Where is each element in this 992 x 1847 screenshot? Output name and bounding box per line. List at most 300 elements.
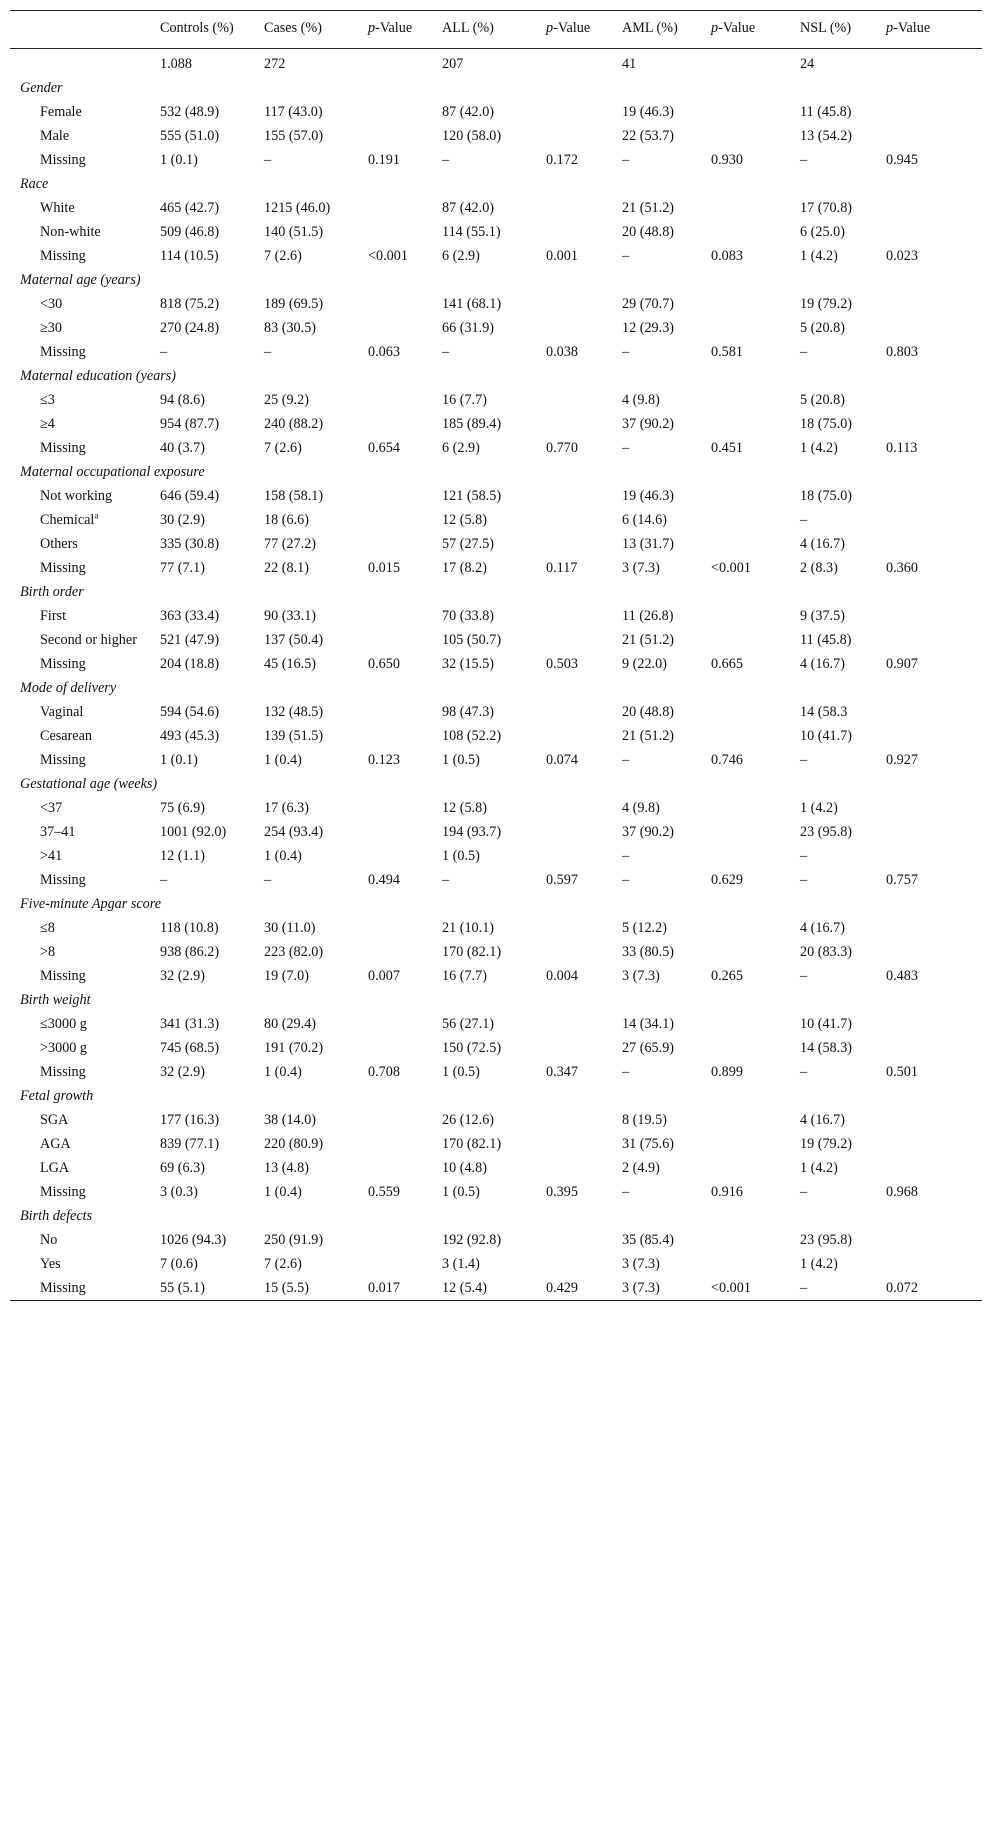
column-header: Controls (%): [160, 20, 234, 36]
table-cell: –: [622, 1064, 630, 1080]
section-title: Birth order: [20, 584, 84, 600]
table-cell: –: [622, 344, 630, 360]
table-row: [10, 436, 982, 460]
count-cell: [705, 49, 794, 77]
header-row: [10, 11, 982, 49]
column-header: p-Value: [886, 20, 931, 36]
table-cell: [880, 412, 982, 436]
table-row: [10, 388, 982, 412]
table-row: [10, 532, 982, 556]
table-cell: 21 (10.1): [442, 920, 495, 936]
table-cell: [880, 628, 982, 652]
table-cell: <0.001: [368, 248, 408, 264]
table-cell: [705, 100, 794, 124]
table-cell: [362, 412, 436, 436]
table-cell: [705, 388, 794, 412]
table-cell: 4 (9.8): [622, 392, 660, 408]
table-cell: 839 (77.1): [160, 1136, 220, 1152]
table-cell: –: [622, 440, 630, 456]
table-cell: 1 (0.1): [160, 152, 198, 168]
table-cell: 11 (26.8): [622, 608, 674, 624]
table-cell: 270 (24.8): [160, 320, 220, 336]
table-cell: 23 (95.8): [800, 1232, 853, 1248]
table-cell: [362, 220, 436, 244]
table-cell: 7 (2.6): [264, 1256, 302, 1272]
table-cell: [362, 796, 436, 820]
table-cell: 594 (54.6): [160, 704, 220, 720]
table-cell: 118 (10.8): [160, 920, 219, 936]
count-cell: 207: [442, 56, 464, 72]
table-cell: 6 (14.6): [622, 512, 667, 528]
table-cell: [362, 388, 436, 412]
table-cell: 10 (41.7): [800, 728, 853, 744]
table-row: [10, 1060, 982, 1084]
table-cell: [880, 1252, 982, 1276]
table-cell: 0.347: [546, 1064, 578, 1080]
table-cell: 77 (27.2): [264, 536, 317, 552]
table-cell: 194 (93.7): [442, 824, 502, 840]
table-cell: 70 (33.8): [442, 608, 495, 624]
table-cell: 114 (55.1): [442, 224, 501, 240]
table-cell: 17 (6.3): [264, 800, 309, 816]
table-cell: 3 (7.3): [622, 560, 660, 576]
row-label: Male: [40, 128, 70, 144]
table-cell: [880, 844, 982, 868]
table-row: [10, 628, 982, 652]
table-cell: [880, 940, 982, 964]
table-cell: 14 (34.1): [622, 1016, 675, 1032]
table-cell: 132 (48.5): [264, 704, 324, 720]
table-cell: 16 (7.7): [442, 968, 487, 984]
table-cell: –: [264, 872, 272, 888]
table-cell: 521 (47.9): [160, 632, 220, 648]
table-cell: 2 (4.9): [622, 1160, 660, 1176]
table-cell: [705, 196, 794, 220]
section-title: Race: [20, 176, 49, 192]
table-cell: [362, 604, 436, 628]
table-cell: 56 (27.1): [442, 1016, 495, 1032]
table-cell: 35 (85.4): [622, 1232, 675, 1248]
table-cell: [362, 1012, 436, 1036]
table-cell: –: [160, 344, 168, 360]
table-cell: 32 (2.9): [160, 1064, 205, 1080]
table-cell: 0.360: [886, 560, 918, 576]
table-cell: 94 (8.6): [160, 392, 205, 408]
table-row: [10, 796, 982, 820]
table-cell: 83 (30.5): [264, 320, 317, 336]
section-title: Birth defects: [20, 1208, 93, 1224]
table-cell: [705, 820, 794, 844]
table-cell: [540, 700, 616, 724]
table-cell: 1 (0.5): [442, 1064, 480, 1080]
table-cell: 0.083: [711, 248, 743, 264]
table-cell: –: [622, 872, 630, 888]
table-cell: –: [800, 1184, 808, 1200]
table-cell: [540, 1012, 616, 1036]
table-cell: [362, 100, 436, 124]
table-cell: 11 (45.8): [800, 104, 852, 120]
table-cell: [705, 220, 794, 244]
row-label: Missing: [40, 344, 86, 360]
table-cell: 55 (5.1): [160, 1280, 205, 1296]
table-cell: [540, 1252, 616, 1276]
table-cell: 30 (2.9): [160, 512, 205, 528]
table-cell: 0.004: [546, 968, 578, 984]
table-cell: 0.581: [711, 344, 743, 360]
table-cell: 25 (9.2): [264, 392, 309, 408]
table-row: [10, 724, 982, 748]
table-cell: 19 (7.0): [264, 968, 309, 984]
table-cell: [705, 628, 794, 652]
table-cell: 117 (43.0): [264, 104, 323, 120]
table-cell: 0.429: [546, 1280, 578, 1296]
table-row: [10, 1012, 982, 1036]
count-cell: 24: [800, 56, 815, 72]
table-cell: [705, 1252, 794, 1276]
table-cell: [880, 700, 982, 724]
table-cell: [362, 1252, 436, 1276]
table-cell: 341 (31.3): [160, 1016, 220, 1032]
table-cell: 3 (0.3): [160, 1184, 198, 1200]
table-cell: [362, 292, 436, 316]
table-cell: 1 (0.4): [264, 752, 302, 768]
table-cell: 254 (93.4): [264, 824, 324, 840]
table-cell: 0.757: [886, 872, 918, 888]
table-cell: [540, 412, 616, 436]
table-cell: 69 (6.3): [160, 1160, 205, 1176]
table-cell: [705, 292, 794, 316]
table-cell: 3 (1.4): [442, 1256, 480, 1272]
table-cell: –: [442, 344, 450, 360]
table-cell: [705, 700, 794, 724]
table-cell: [362, 1108, 436, 1132]
table-cell: 0.501: [886, 1064, 918, 1080]
table-row: [10, 1156, 982, 1180]
table-cell: 20 (48.8): [622, 704, 675, 720]
table-cell: [880, 796, 982, 820]
table-cell: 1 (0.5): [442, 752, 480, 768]
table-cell: 12 (5.8): [442, 512, 487, 528]
table-cell: [880, 1036, 982, 1060]
table-cell: 29 (70.7): [622, 296, 675, 312]
table-cell: [362, 508, 436, 532]
table-cell: [705, 1228, 794, 1252]
table-row: [10, 148, 982, 172]
table-cell: 37 (90.2): [622, 824, 675, 840]
table-cell: 1 (0.5): [442, 1184, 480, 1200]
table-cell: –: [800, 1280, 808, 1296]
table-cell: [880, 1132, 982, 1156]
row-label: ≤8: [40, 920, 55, 936]
table-cell: 938 (86.2): [160, 944, 220, 960]
table-cell: [540, 1156, 616, 1180]
table-cell: 66 (31.9): [442, 320, 495, 336]
table-row: [10, 652, 982, 676]
table-row: [10, 916, 982, 940]
table-cell: 0.597: [546, 872, 578, 888]
row-label: Missing: [40, 152, 86, 168]
section-title: Fetal growth: [20, 1088, 94, 1104]
table-row: [10, 292, 982, 316]
table-cell: 0.072: [886, 1280, 918, 1296]
table-cell: [362, 724, 436, 748]
count-cell: [880, 49, 982, 77]
footnote-marker: a: [94, 510, 99, 521]
table-cell: –: [622, 1184, 630, 1200]
table-cell: 141 (68.1): [442, 296, 502, 312]
table-cell: 0.770: [546, 440, 578, 456]
table-cell: [540, 532, 616, 556]
table-cell: –: [800, 512, 808, 528]
table-cell: 170 (82.1): [442, 1136, 502, 1152]
table-cell: 1 (0.4): [264, 1184, 302, 1200]
table-cell: 9 (37.5): [800, 608, 845, 624]
table-cell: 21 (51.2): [622, 200, 675, 216]
row-label: Not working: [40, 488, 113, 504]
table-cell: 90 (33.1): [264, 608, 317, 624]
row-label: SGA: [40, 1112, 69, 1128]
table-cell: 14 (58.3: [800, 704, 848, 720]
table-cell: –: [264, 152, 272, 168]
row-label: Missing: [40, 872, 86, 888]
table-row: [10, 244, 982, 268]
table-cell: [880, 724, 982, 748]
table-cell: 45 (16.5): [264, 656, 317, 672]
row-label: Cesarean: [40, 728, 92, 744]
table-cell: [540, 100, 616, 124]
table-cell: 75 (6.9): [160, 800, 205, 816]
table-cell: 4 (16.7): [800, 1112, 845, 1128]
table-cell: [540, 388, 616, 412]
table-cell: [705, 916, 794, 940]
table-cell: –: [160, 872, 168, 888]
table-cell: 5 (12.2): [622, 920, 667, 936]
section-title: Maternal education (years): [20, 368, 177, 384]
table-cell: 0.001: [546, 248, 578, 264]
table-cell: [880, 1108, 982, 1132]
section-row: [10, 988, 982, 1012]
table-cell: [705, 484, 794, 508]
table-cell: 1 (4.2): [800, 800, 838, 816]
table-cell: 0.063: [368, 344, 400, 360]
table-cell: 240 (88.2): [264, 416, 324, 432]
table-cell: –: [800, 1064, 808, 1080]
table-cell: 191 (70.2): [264, 1040, 324, 1056]
table-cell: [540, 724, 616, 748]
table-cell: [362, 484, 436, 508]
table-cell: [362, 124, 436, 148]
table-cell: 0.113: [886, 440, 918, 456]
table-cell: [362, 700, 436, 724]
table-cell: 18 (75.0): [800, 488, 853, 504]
table-cell: [540, 1132, 616, 1156]
table-cell: 6 (25.0): [800, 224, 845, 240]
row-label: >41: [40, 848, 63, 864]
table-cell: 0.899: [711, 1064, 743, 1080]
table-row: [10, 484, 982, 508]
table-cell: 155 (57.0): [264, 128, 324, 144]
row-label: Non-white: [40, 224, 101, 240]
row-label: Second or higher: [40, 632, 137, 648]
table-cell: [540, 220, 616, 244]
table-cell: [880, 1228, 982, 1252]
table-cell: 15 (5.5): [264, 1280, 309, 1296]
table-cell: 0.968: [886, 1184, 918, 1200]
table-cell: 7 (2.6): [264, 440, 302, 456]
table-cell: [705, 796, 794, 820]
table-cell: 21 (51.2): [622, 728, 675, 744]
table-cell: 4 (9.8): [622, 800, 660, 816]
table-row: [10, 316, 982, 340]
table-cell: 137 (50.4): [264, 632, 324, 648]
row-label: Missing: [40, 1280, 86, 1296]
table-cell: [880, 604, 982, 628]
table-cell: –: [800, 848, 808, 864]
table-cell: 0.503: [546, 656, 578, 672]
table-cell: –: [442, 152, 450, 168]
table-cell: [880, 124, 982, 148]
table-cell: 0.650: [368, 656, 400, 672]
table-cell: 9 (22.0): [622, 656, 667, 672]
table-cell: [362, 844, 436, 868]
table-cell: –: [622, 752, 630, 768]
column-header: ALL (%): [442, 20, 494, 36]
table-cell: [540, 916, 616, 940]
row-label: White: [40, 200, 75, 216]
table-cell: 170 (82.1): [442, 944, 502, 960]
count-cell: [10, 49, 154, 77]
table-cell: [540, 940, 616, 964]
table-cell: 11 (45.8): [800, 632, 852, 648]
table-row: [10, 1276, 982, 1301]
table-cell: 1 (4.2): [800, 440, 838, 456]
table-cell: –: [800, 752, 808, 768]
table-cell: 1 (0.4): [264, 1064, 302, 1080]
table-cell: 37 (90.2): [622, 416, 675, 432]
table-cell: [362, 916, 436, 940]
table-cell: 19 (79.2): [800, 296, 853, 312]
table-cell: [880, 916, 982, 940]
table-cell: 87 (42.0): [442, 104, 495, 120]
table-cell: 140 (51.5): [264, 224, 324, 240]
section-title: Maternal age (years): [20, 272, 141, 288]
column-header: p-Value: [368, 20, 413, 36]
section-row: [10, 676, 982, 700]
row-label: No: [40, 1232, 58, 1248]
table-cell: 745 (68.5): [160, 1040, 220, 1056]
row-label: Missing: [40, 560, 86, 576]
table-row: [10, 340, 982, 364]
table-cell: [540, 1036, 616, 1060]
table-cell: 6 (2.9): [442, 440, 480, 456]
table-cell: 77 (7.1): [160, 560, 205, 576]
table-row: [10, 964, 982, 988]
table-cell: [362, 1228, 436, 1252]
table-cell: 32 (15.5): [442, 656, 495, 672]
table-cell: 0.395: [546, 1184, 578, 1200]
table-row: [10, 604, 982, 628]
table-cell: 0.494: [368, 872, 400, 888]
table-cell: [705, 508, 794, 532]
table-cell: [705, 1036, 794, 1060]
table-cell: [362, 316, 436, 340]
table-cell: [362, 532, 436, 556]
table-cell: 3 (7.3): [622, 1256, 660, 1272]
table-cell: 220 (80.9): [264, 1136, 324, 1152]
table-cell: 0.123: [368, 752, 400, 768]
table-cell: [540, 628, 616, 652]
table-cell: 532 (48.9): [160, 104, 220, 120]
table-cell: 31 (75.6): [622, 1136, 675, 1152]
row-label: <37: [40, 800, 63, 816]
table-cell: [540, 508, 616, 532]
table-cell: 0.172: [546, 152, 578, 168]
table-cell: [705, 940, 794, 964]
table-cell: 22 (53.7): [622, 128, 675, 144]
table-cell: 1 (4.2): [800, 1160, 838, 1176]
table-cell: 14 (58.3): [800, 1040, 853, 1056]
row-label: Female: [40, 104, 82, 120]
table-cell: 12 (1.1): [160, 848, 205, 864]
table-row: [10, 1132, 982, 1156]
table-cell: 0.015: [368, 560, 400, 576]
column-header: [10, 11, 154, 49]
table-row: [10, 700, 982, 724]
table-cell: 177 (16.3): [160, 1112, 220, 1128]
count-cell: [362, 49, 436, 77]
table-cell: 818 (75.2): [160, 296, 220, 312]
row-label: ≤3: [40, 392, 55, 408]
table-row: [10, 100, 982, 124]
count-cell: 41: [622, 56, 637, 72]
column-header: p-Value: [711, 20, 756, 36]
table-cell: 32 (2.9): [160, 968, 205, 984]
table-cell: 0.907: [886, 656, 918, 672]
table-cell: 13 (4.8): [264, 1160, 309, 1176]
table-cell: 0.191: [368, 152, 400, 168]
table-cell: [880, 484, 982, 508]
table-cell: 10 (4.8): [442, 1160, 487, 1176]
count-cell: [540, 49, 616, 77]
table-cell: 40 (3.7): [160, 440, 205, 456]
table-cell: 21 (51.2): [622, 632, 675, 648]
table-cell: [540, 604, 616, 628]
table-row: [10, 196, 982, 220]
table-cell: 87 (42.0): [442, 200, 495, 216]
table-cell: 0.038: [546, 344, 578, 360]
row-label: AGA: [40, 1136, 71, 1152]
table-cell: [540, 124, 616, 148]
table-cell: [880, 292, 982, 316]
row-label: Missing: [40, 752, 86, 768]
table-cell: [705, 1108, 794, 1132]
table-cell: 1 (4.2): [800, 1256, 838, 1272]
table-cell: 105 (50.7): [442, 632, 502, 648]
count-cell: 1.088: [160, 56, 192, 72]
table-cell: [540, 316, 616, 340]
row-label: Vaginal: [40, 704, 84, 720]
row-label: >3000 g: [40, 1040, 88, 1056]
table-cell: 17 (70.8): [800, 200, 853, 216]
table-header: [10, 11, 982, 49]
table-cell: 17 (8.2): [442, 560, 487, 576]
table-cell: 189 (69.5): [264, 296, 324, 312]
table-cell: [705, 1156, 794, 1180]
table-cell: 108 (52.2): [442, 728, 502, 744]
table-cell: [880, 1156, 982, 1180]
table-cell: 139 (51.5): [264, 728, 324, 744]
row-label: First: [40, 608, 67, 624]
